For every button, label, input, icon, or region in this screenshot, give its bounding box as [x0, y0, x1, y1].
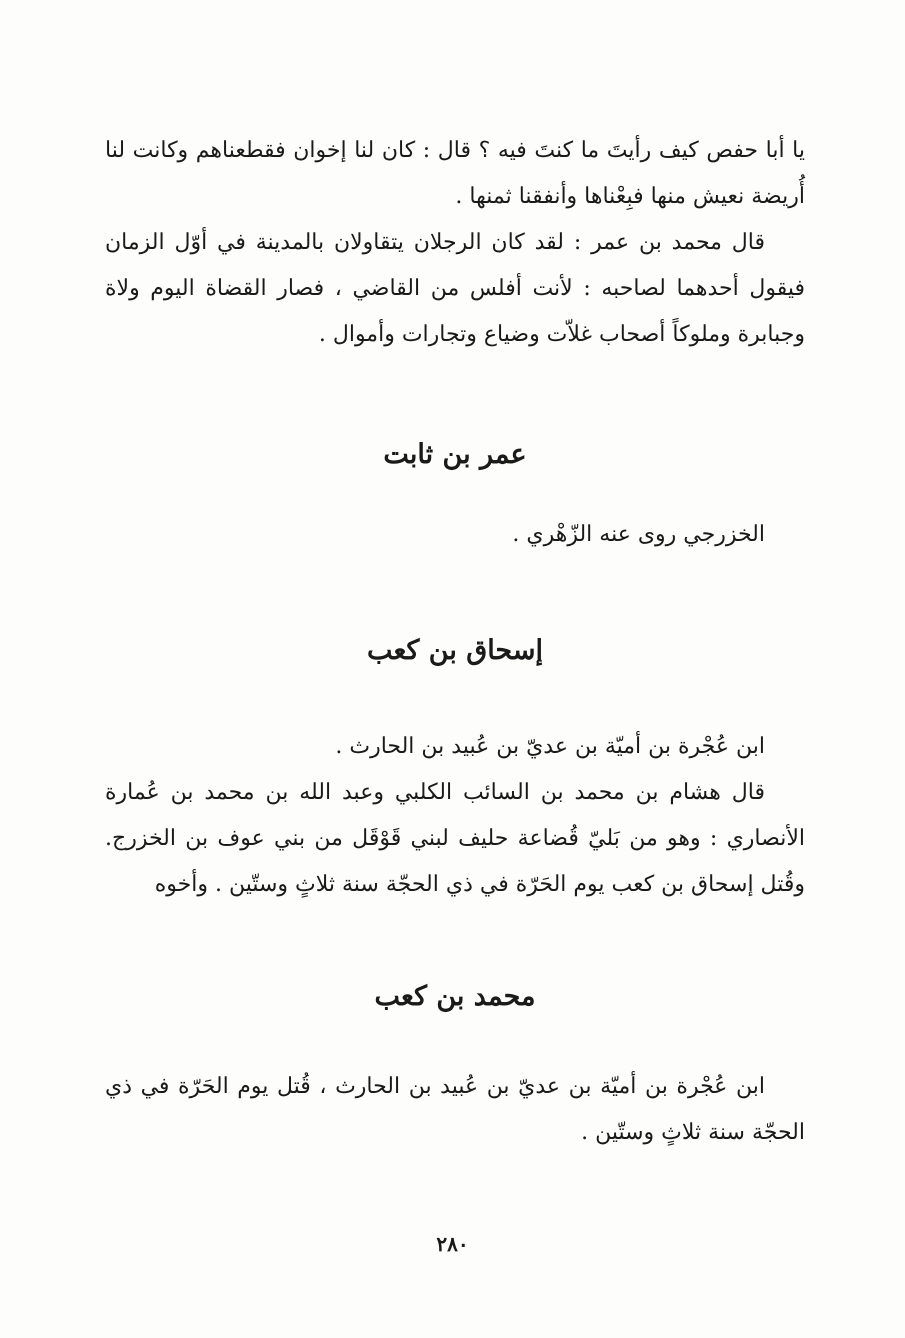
- page-number: ٢٨٠: [436, 1232, 469, 1256]
- paragraph-qadi-saying: قال محمد بن عمر : لقد كان الرجلان يتقاولان بالمدينة في أوّل الزمان فيقول أحدهما لصاحبه : لأنت أفلس من القاضي ، فصار القضاة اليوم ولاة وجبابرة وملوكاً أصحاب غلاّت وضياع وتجارات وأموال .: [105, 230, 805, 347]
- paragraph-muhammad-lineage: ابن عُجْرة بن أميّة بن عديّ بن عُبيد بن الحارث ، قُتل يوم الحَرّة في ذي الحجّة سنة ثلاثٍ وستّين .: [105, 1074, 805, 1145]
- paragraph-abu-hafs: يا أبا حفص كيف رأيتَ ما كنتَ فيه ؟ قال : كان لنا إخوان فقطعناهم وكانت لنا أُريضة نعيش منها فبِعْناها وأنفقنا ثمنها .: [105, 138, 805, 209]
- heading-muhammad-ibn-kaab: محمد بن كعب: [374, 981, 536, 1012]
- heading-ishaq-ibn-kaab: إسحاق بن كعب: [367, 635, 543, 666]
- heading-umar-ibn-thabit: عمر بن ثابت: [383, 439, 527, 470]
- paragraph-ishaq-lineage: ابن عُجْرة بن أميّة بن عديّ بن عُبيد بن الحارث .: [335, 734, 765, 759]
- page-content: [105, 128, 805, 1156]
- paragraph-khazraji: الخزرجي روى عنه الزّهْري .: [512, 522, 765, 547]
- paragraph-hisham-narration: قال هشام بن محمد بن السائب الكلبي وعبد الله بن محمد بن عُمارة الأنصاري : وهو من بَليّ قُضاعة حليف لبني قَوْقَل من بني عوف بن الخزرج. وقُتل إسحاق بن كعب يوم الحَرّة في ذي الحجّة سنة ثلاثٍ وستّين . وأخوه: [105, 780, 805, 897]
